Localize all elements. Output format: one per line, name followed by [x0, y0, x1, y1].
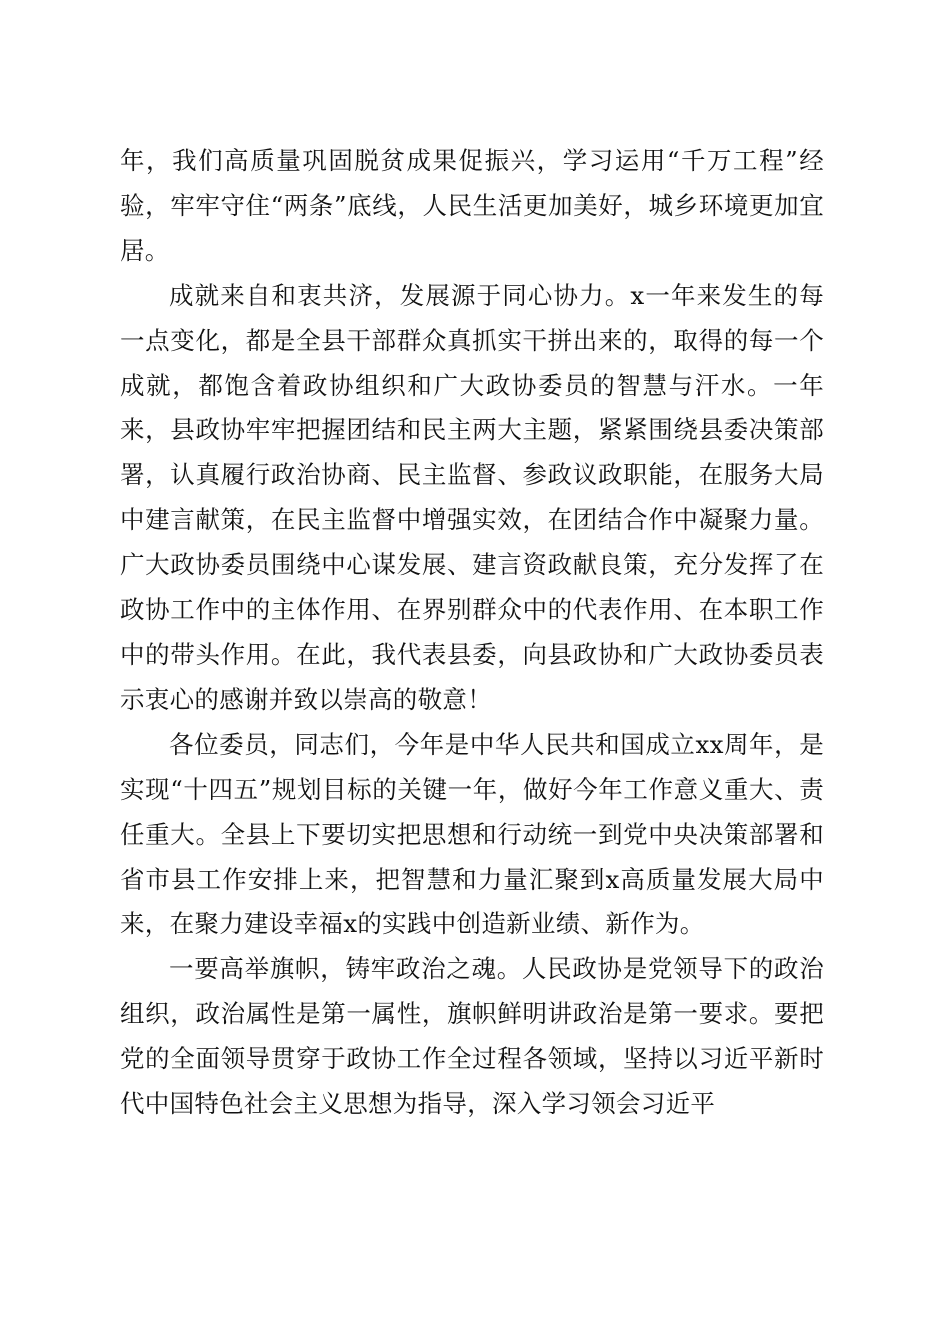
paragraph-2: 成就来自和衷共济，发展源于同心协力。x一年来发生的每一点变化，都是全县干部群众真抓实干拼出来的，取得的每一个成就，都饱含着政协组织和广大政协委员的智慧与汗水。一年来，县政协牢牢把握团结和民主两大主题，紧紧围绕县委决策部署，认真履行政治协商、民主监督、参政议政职能，在服务大局中建言献策，在民主监督中增强实效，在团结合作中凝聚力量。广大政协委员围绕中心谋发展、建言资政献良策，充分发挥了在政协工作中的主体作用、在界别群众中的代表作用、在本职工作中的带头作用。在此，我代表县委，向县政协和广大政协委员表示衷心的感谢并致以崇高的敬意！	[120, 280, 824, 714]
paragraph-1: 年，我们高质量巩固脱贫成果促振兴，学习运用“千万工程”经验，牢牢守住“两条”底线，人民生活更加美好，城乡环境更加宜居。	[120, 146, 824, 265]
paragraph-4: 一要高举旗帜，铸牢政治之魂。人民政协是党领导下的政治组织，政治属性是第一属性，旗帜鲜明讲政治是第一要求。要把党的全面领导贯穿于政协工作全过程各领域，坚持以习近平新时代中国特色社会主义思想为指导，深入学习领会习近平	[120, 954, 824, 1119]
paragraph-3: 各位委员，同志们，今年是中华人民共和国成立xx周年，是实现“十四五”规划目标的关键一年，做好今年工作意义重大、责任重大。全县上下要切实把思想和行动统一到党中央决策部署和省市县工作安排上来，把智慧和力量汇聚到x高质量发展大局中来，在聚力建设幸福x的实践中创造新业绩、新作为。	[120, 729, 824, 939]
document-body	[120, 139, 824, 1127]
